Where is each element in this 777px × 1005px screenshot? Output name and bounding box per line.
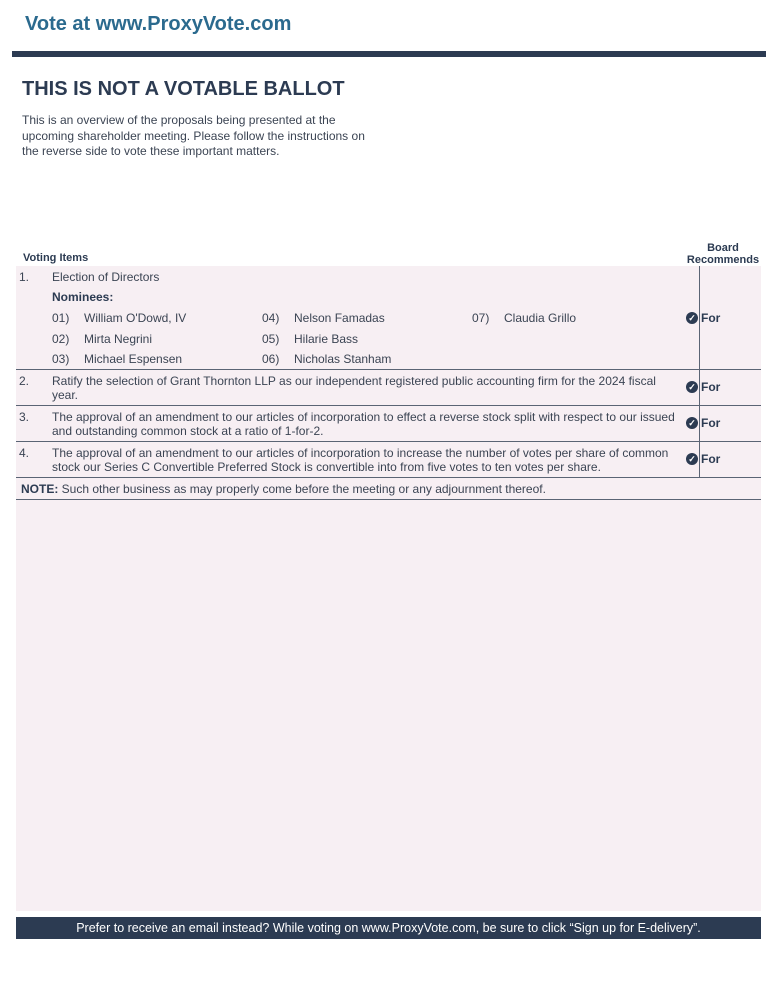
nominee: 03) Michael Espensen [52, 352, 183, 366]
item-text: The approval of an amendment to our articles of incorporation to effect a reverse stock split with respect to our issued and outstanding common stock at a ratio of 1-for-2. [52, 410, 675, 438]
note-label: NOTE: [21, 482, 59, 496]
voting-item-1 [16, 266, 761, 370]
voting-items-header: Voting Items [23, 252, 89, 264]
board-recommendation: ✓ For [686, 452, 720, 466]
voting-item-4 [16, 442, 761, 478]
voting-item-2 [16, 370, 761, 406]
proxyvote-link[interactable]: Vote at www.ProxyVote.com [25, 13, 292, 35]
board-recommendation: ✓ For [686, 311, 720, 325]
nominee: 04) Nelson Famadas [262, 311, 385, 325]
checkmark-icon: ✓ [686, 453, 698, 465]
item-text: Ratify the selection of Grant Thornton LLP as our independent registered public accounting firm for the 2024 fiscal year. [52, 374, 656, 402]
nominee: 07) Claudia Grillo [472, 311, 577, 325]
item-number: 3. [19, 410, 30, 424]
checkmark-icon: ✓ [686, 312, 698, 324]
edelivery-banner: Prefer to receive an email instead? While voting on www.ProxyVote.com, be sure to click “Sign up for E-delivery”. [16, 917, 761, 939]
board-recommendation: ✓ For [686, 416, 720, 430]
item-text: The approval of an amendment to our articles of incorporation to increase the number of votes per share of common stock our Series C Convertible Preferred Stock is convertible into from five votes to ten votes per share. [52, 446, 669, 474]
item-number: 2. [19, 374, 30, 388]
nominee: 01) William O'Dowd, IV [52, 311, 187, 325]
item-text: Election of Directors [52, 270, 160, 284]
header-divider [12, 51, 766, 57]
board-recommendation: ✓ For [686, 380, 720, 394]
nominee: 02) Mirta Negrini [52, 332, 153, 346]
item-number: 4. [19, 446, 30, 460]
checkmark-icon: ✓ [686, 417, 698, 429]
nominee: 05) Hilarie Bass [262, 332, 359, 346]
nominee: 06) Nicholas Stanham [262, 352, 392, 366]
note-row [16, 478, 761, 500]
item-number: 1. [19, 270, 30, 284]
nominees-label: Nominees: [52, 290, 114, 304]
voting-item-3 [16, 406, 761, 442]
intro-text: This is an overview of the proposals being presented at the upcoming shareholder meeting. Please follow the instructions on the reverse side to vote these important matters. [22, 113, 365, 158]
checkmark-icon: ✓ [686, 381, 698, 393]
page-title: THIS IS NOT A VOTABLE BALLOT [22, 78, 345, 100]
board-recommends-header: Board Recommends [686, 242, 760, 266]
note-text: Such other business as may properly come before the meeting or any adjournment thereof. [58, 482, 546, 496]
